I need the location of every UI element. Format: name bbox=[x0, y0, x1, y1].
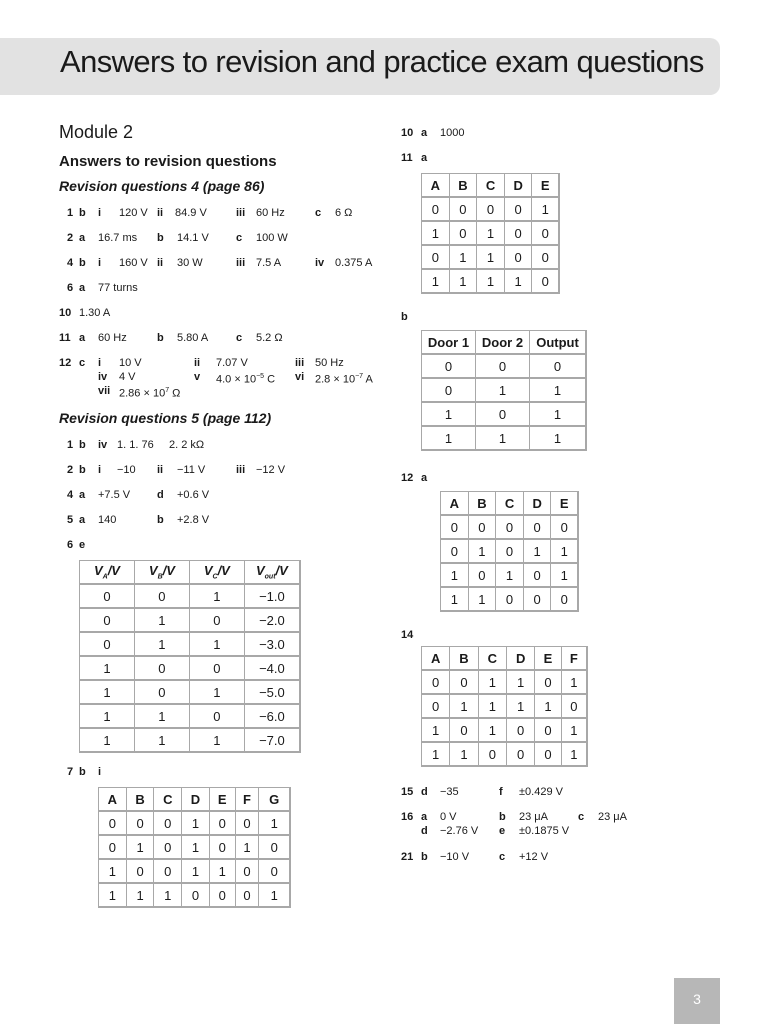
table-header-row: Door 1 Door 2 Output bbox=[422, 331, 587, 355]
table-row: 0 0 0 1 0 0 1 bbox=[99, 811, 291, 835]
answer-q2a: 2 a 16.7 ms b 14.1 V c 100 W bbox=[67, 232, 288, 244]
answer-r-q11a: 11 a bbox=[401, 152, 428, 164]
answer-q12c: 12 c i 10 V ii 7.07 V iii 50 Hz iv 4 V v $4.0 \times 10^{-5}$ C vi $2.8 \times 10^{-7}$ A vii $2.86 \times 10^7$ Ω bbox=[59, 357, 373, 400]
module-title: Module 2 bbox=[59, 122, 134, 142]
table-row: 1 1 1 1 0 bbox=[422, 269, 560, 293]
table-row: 1 1 0 0 0 1 bbox=[422, 742, 588, 766]
table-6e bbox=[79, 560, 301, 753]
table-row: 1 1 0 −6.0 bbox=[80, 704, 301, 728]
table-row: 1 0 0 −4.0 bbox=[80, 656, 301, 680]
answer-r-q16: 16 a 0 V b 23 μA c 23 μA d −2.76 V e ±0.1875 V bbox=[401, 811, 627, 837]
answer-r-q21: 21 b −10 V c +12 V bbox=[401, 851, 549, 863]
answer-r-q11b: b bbox=[401, 311, 408, 323]
table-11a bbox=[421, 173, 560, 294]
answer-s5-4a: 4 a +7.5 V d +0.6 V bbox=[67, 489, 210, 501]
table-row: 0 0 1 −1.0 bbox=[80, 584, 301, 608]
table-row: 0 0 1 1 0 1 bbox=[422, 670, 588, 694]
answers-heading: Answers to revision questions bbox=[59, 153, 277, 170]
table-row: 0 1 1 −3.0 bbox=[80, 632, 301, 656]
table-row: 1 0 1 0 0 bbox=[422, 221, 560, 245]
table-row: 1 0 0 1 1 0 0 bbox=[99, 859, 291, 883]
answer-r-q14: 14 bbox=[401, 629, 414, 641]
answer-q4b: 4 b i 160 V ii 30 W iii 7.5 A iv 0.375 A bbox=[67, 257, 373, 269]
table-row: 0 0 0 bbox=[422, 354, 587, 378]
table-row: 0 1 0 1 0 1 0 bbox=[99, 835, 291, 859]
table-header-row: A B C D E bbox=[422, 174, 560, 198]
table-row: 1 1 1 bbox=[422, 426, 587, 450]
table-row: 1 0 1 bbox=[422, 402, 587, 426]
table-row: 1 0 1 0 1 bbox=[441, 563, 579, 587]
page-title: Answers to revision and practice exam questions bbox=[60, 44, 704, 79]
table-12a bbox=[440, 491, 579, 612]
table-row: 0 0 0 0 1 bbox=[422, 197, 560, 221]
table-row: 0 1 0 1 1 bbox=[441, 539, 579, 563]
table-row: 1 0 1 0 0 1 bbox=[422, 718, 588, 742]
left-column bbox=[59, 122, 389, 908]
right-column bbox=[401, 122, 741, 875]
section-5-title: Revision questions 5 (page 112) bbox=[59, 410, 272, 426]
table-header-row: A B C D E F G bbox=[99, 788, 291, 812]
table-header-row: $V_A/V$ $V_B/V$ $V_C/V$ $V_{out}/V$ bbox=[80, 561, 301, 585]
answer-s5-7b: 7 b i bbox=[67, 766, 102, 778]
table-row: 0 0 0 0 0 bbox=[441, 515, 579, 539]
answer-q1b: 1 b i 120 V ii 84.9 V iii 60 Hz c 6 Ω bbox=[67, 207, 353, 219]
table-header-row: A B C D E F bbox=[422, 647, 588, 671]
table-7b bbox=[98, 787, 291, 908]
table-row: 0 1 1 0 0 bbox=[422, 245, 560, 269]
answer-r-q15: 15 d −35 f ±0.429 V bbox=[401, 786, 563, 798]
answer-q10: 10 1.30 A bbox=[59, 307, 111, 319]
table-row: 0 1 0 −2.0 bbox=[80, 608, 301, 632]
answer-q6a: 6 a 77 turns bbox=[67, 282, 138, 294]
answer-r-q10a: 10 a 1000 bbox=[401, 127, 465, 139]
table-11b bbox=[421, 330, 587, 451]
section-4-title: Revision questions 4 (page 86) bbox=[59, 178, 265, 194]
answer-r-q12a: 12 a bbox=[401, 472, 428, 484]
table-row: 1 1 1 0 0 0 1 bbox=[99, 883, 291, 907]
answer-q11: 11 a 60 Hz b 5.80 A c 5.2 Ω bbox=[59, 332, 283, 344]
table-14 bbox=[421, 646, 588, 767]
answer-s5-2b: 2 b i −10 ii −11 V iii −12 V bbox=[67, 464, 286, 476]
table-header-row: A B C D E bbox=[441, 492, 579, 516]
table-row: 1 1 0 0 0 bbox=[441, 587, 579, 611]
answer-s5-5a: 5 a 140 b +2.8 V bbox=[67, 514, 210, 526]
table-row: 1 1 1 −7.0 bbox=[80, 728, 301, 752]
table-row: 0 1 1 1 1 0 bbox=[422, 694, 588, 718]
answer-s5-6e: 6 e bbox=[67, 539, 86, 551]
table-row: 1 0 1 −5.0 bbox=[80, 680, 301, 704]
page-number: 3 bbox=[674, 978, 720, 1024]
page-banner bbox=[0, 38, 720, 95]
table-row: 0 1 1 bbox=[422, 378, 587, 402]
answer-s5-1b: 1 b iv 1. 1. 76 2. 2 kΩ bbox=[67, 439, 205, 451]
